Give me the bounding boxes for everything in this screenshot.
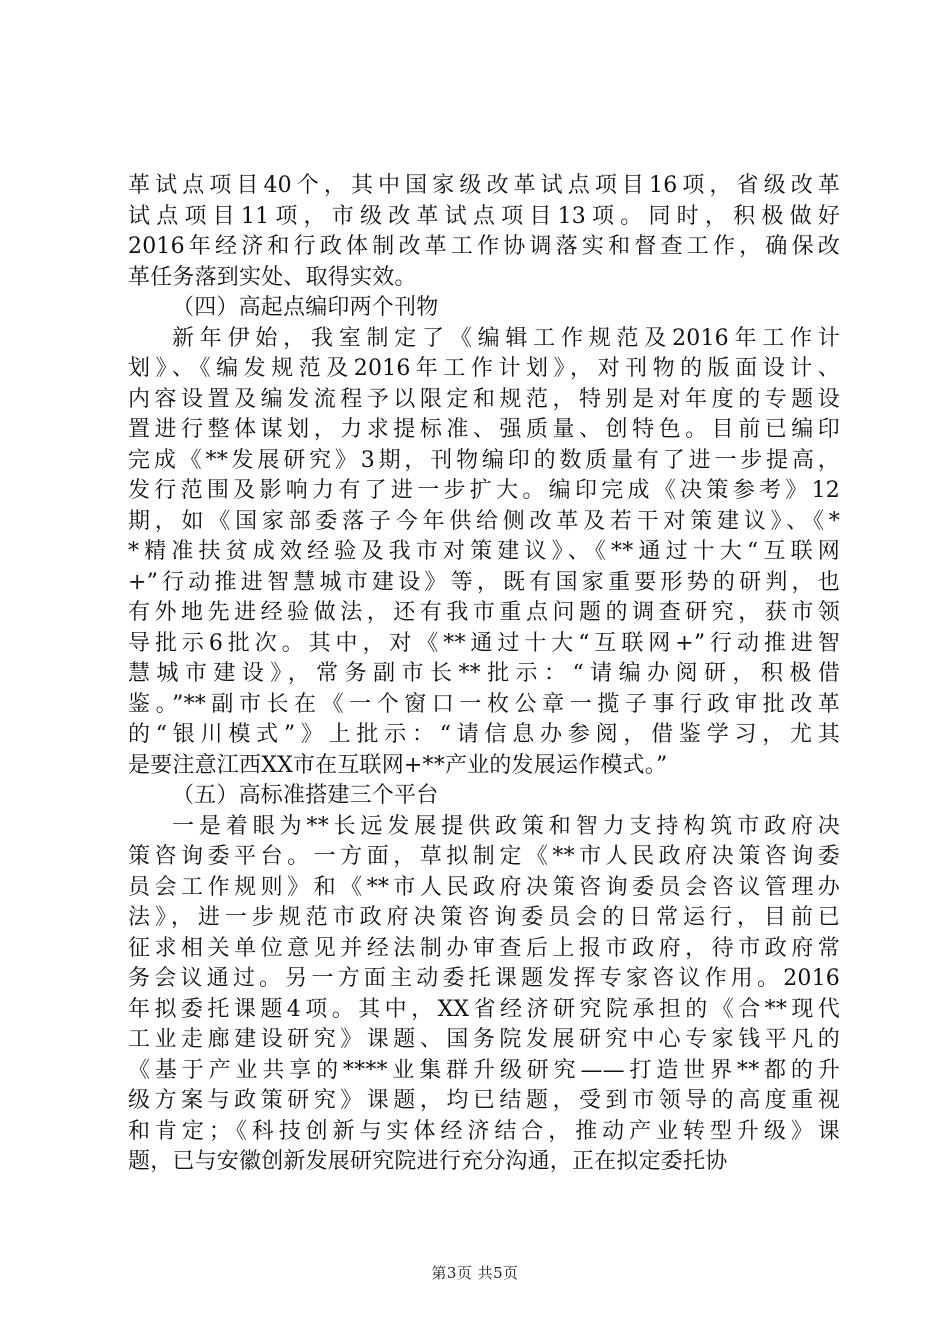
- text-line: 2016年经济和行政体制改革工作协调落实和督查工作，确保改: [128, 234, 840, 259]
- text-line: 征求相关单位意见并经法制办审查后上报市政府，待市政府常: [128, 935, 840, 961]
- text-line: 内容设置及编发流程予以限定和规范，特别是对年度的专题设: [128, 386, 840, 412]
- section-heading: [128, 781, 840, 812]
- text-line: 革任务落到实处、取得实效。: [128, 264, 417, 290]
- text-line: 发行范围及影响力有了进一步扩大。编印完成《决策参考》12: [128, 478, 840, 503]
- paragraph: [128, 812, 840, 1178]
- text-line: 策咨询委平台。一方面，草拟制定《**市人民政府决策咨询委: [128, 844, 840, 869]
- text-line: 慧城市建设》，常务副市长**批示：“请编办阅研，积极借: [128, 661, 840, 686]
- paragraph: [128, 324, 840, 782]
- text-line: 员会工作规则》和《**市人民政府决策咨询委员会咨议管理办: [128, 874, 840, 900]
- text-line: 的“银川模式”》上批示：“请信息办参阅，借鉴学习，尤其: [128, 722, 840, 747]
- text-line: 划》、《编发规范及2016年工作计划》，对刊物的版面设计、: [128, 356, 840, 381]
- text-line: 导批示6批次。其中，对《**通过十大“互联网+”行动推进智: [128, 630, 840, 656]
- text-line: （四）高起点编印两个刊物: [172, 295, 439, 320]
- text-line: 级方案与政策研究》课题，均已结题，受到市领导的高度重视: [128, 1088, 840, 1113]
- text-line: 法》，进一步规范市政府决策咨询委员会的日常运行，目前已: [128, 905, 840, 930]
- text-line: *精准扶贫成效经验及我市对策建议》、《**通过十大“互联网: [128, 539, 840, 564]
- text-line: 《基于产业共享的****业集群升级研究——打造世界**都的升: [128, 1057, 840, 1083]
- paragraph: [128, 171, 840, 293]
- text-line: （五）高标准搭建三个平台: [172, 783, 439, 808]
- text-line: 革试点项目40个，其中国家级改革试点项目16项，省级改革: [128, 173, 840, 198]
- text-line: 有外地先进经验做法，还有我市重点问题的调查研究，获市领: [128, 600, 840, 625]
- text-line: 工业走廊建设研究》课题、国务院发展研究中心专家钱平凡的: [128, 1027, 840, 1052]
- text-line: 是要注意江西XX市在互联网+**产业的发展运作模式。”: [128, 752, 668, 778]
- text-line: 和肯定；《科技创新与实体经济结合，推动产业转型升级》课: [128, 1118, 840, 1144]
- text-line: 务会议通过。另一方面主动委托课题发挥专家咨议作用。2016: [128, 966, 840, 991]
- text-line: 新年伊始，我室制定了《编辑工作规范及2016年工作计: [172, 325, 840, 351]
- text-line: 鉴。”**副市长在《一个窗口一枚公章一揽子事行政审批改革: [128, 691, 840, 717]
- text-line: +”行动推进智慧城市建设》等，既有国家重要形势的研判，也: [128, 569, 840, 595]
- text-line: 置进行整体谋划，力求提标准、强质量、创特色。目前已编印: [128, 417, 840, 442]
- text-line: 题，已与安徽创新发展研究院进行充分沟通，正在拟定委托协: [128, 1149, 728, 1174]
- section-heading: [128, 293, 840, 324]
- text-line: 试点项目11项，市级改革试点项目13项。同时，积极做好: [128, 203, 840, 229]
- text-line: 年拟委托课题4项。其中，XX省经济研究院承担的《合**现代: [128, 996, 840, 1022]
- text-line: 期，如《国家部委落子今年供给侧改革及若干对策建议》、《*: [128, 508, 840, 534]
- text-line: 完成《**发展研究》3期，刊物编印的数质量有了进一步提高，: [128, 447, 840, 473]
- page-footer: 第3页 共5页: [431, 1264, 519, 1282]
- text-line: 一是着眼为**长远发展提供政策和智力支持构筑市政府决: [172, 813, 840, 839]
- document-body: [128, 171, 840, 1178]
